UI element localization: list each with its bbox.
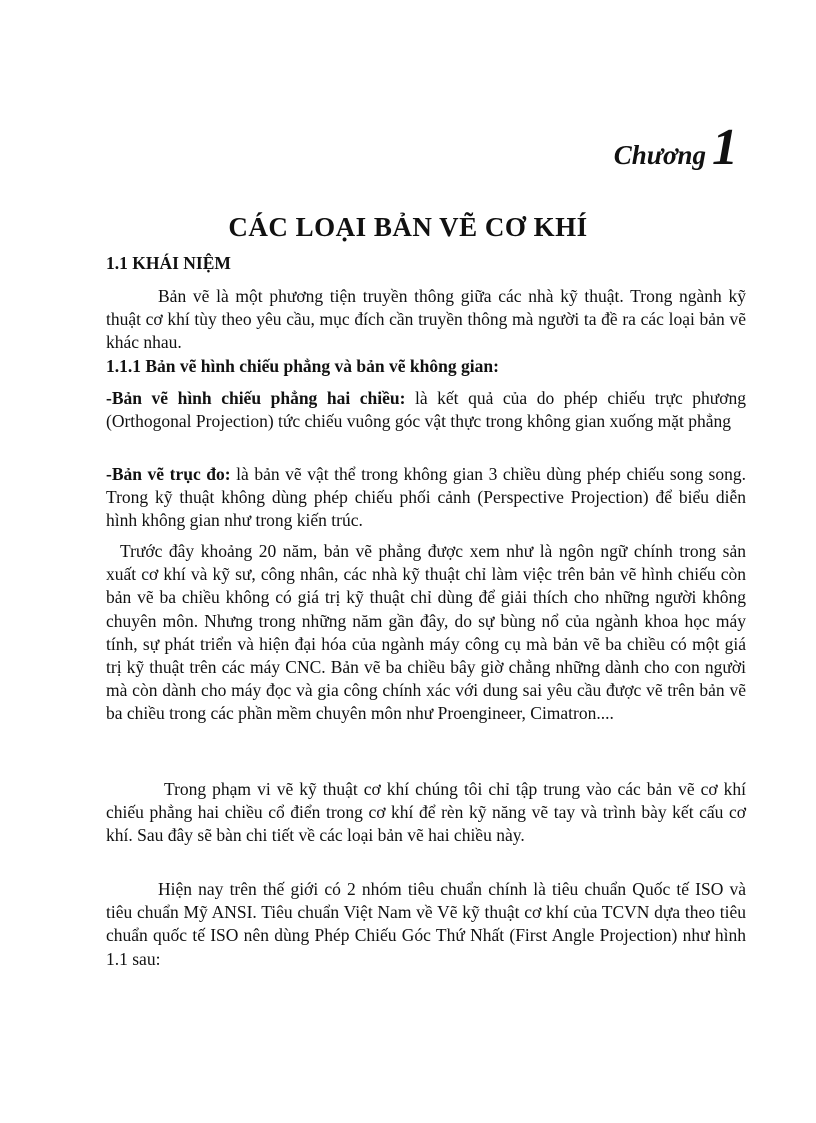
- item2-paragraph: [106, 463, 746, 533]
- chapter-number: 1: [712, 119, 738, 176]
- item1-term: -Bản vẽ hình chiếu phẳng hai chiều:: [106, 388, 406, 408]
- paragraph-history: Trước đây khoảng 20 năm, bản vẽ phẳng được xem như là ngôn ngữ chính trong sản xuất cơ khí và kỹ sư, công nhân, các nhà kỹ thuật chỉ làm việc trên bản vẽ hình chiếu còn bản vẽ ba chiều không có giá trị kỹ thuật chỉ dùng để giải thích cho những người không chuyên môn. Nhưng trong những năm gần đây, do sự bùng nổ của ngành khoa học máy tính, sự phát triển và hiện đại hóa của ngành máy công cụ mà bản vẽ ba chiều có một giá trị kỹ thuật trên các máy CNC. Bản vẽ ba chiều bây giờ chẳng những dành cho con người mà còn dành cho máy đọc và gia công chính xác với dung sai yêu cầu được vẽ trên bản vẽ ba chiều trong các phần mềm chuyên môn như Proengineer, Cimatron....: [106, 541, 746, 724]
- intro-block: [106, 285, 746, 355]
- item2-term: -Bản vẽ trục đo:: [106, 464, 231, 484]
- item1-block: [106, 387, 746, 433]
- intro-paragraph: Bản vẽ là một phương tiện truyền thông giữa các nhà kỹ thuật. Trong ngành kỹ thuật cơ khí tùy theo yêu cầu, mục đích cần truyền thông mà người ta đề ra các loại bản vẽ khác nhau.: [106, 286, 746, 353]
- item1-paragraph: [106, 387, 746, 433]
- paragraph-scope: Trong phạm vi vẽ kỹ thuật cơ khí chúng tôi chỉ tập trung vào các bản vẽ cơ khí chiếu phẳng hai chiều cổ điển trong cơ khí để rèn kỹ năng vẽ tay và trình bày kết cấu cơ khí. Sau đây sẽ bàn chi tiết về các loại bản vẽ hai chiều này.: [106, 779, 746, 846]
- para1-block: [106, 540, 746, 726]
- chapter-title: CÁC LOẠI BẢN VẼ CƠ KHÍ: [228, 212, 588, 242]
- item1-text: là kết quả của do phép chiếu trực phương (Orthogonal Projection) tức chiếu vuông góc vật thực trong không gian xuống mặt phẳng: [106, 388, 747, 432]
- para3-block: [106, 878, 746, 971]
- item2-text: là bản vẽ vật thể trong không gian 3 chiều dùng phép chiếu song song. Trong kỹ thuật không dùng phép chiếu phối cảnh (Perspective Projection) để biểu diễn hình không gian như trong kiến trúc.: [106, 464, 746, 531]
- section-heading-1-1: 1.1 KHÁI NIỆM: [106, 253, 231, 273]
- paragraph-standards: Hiện nay trên thế giới có 2 nhóm tiêu chuẩn chính là tiêu chuẩn Quốc tế ISO và tiêu chuẩn Mỹ ANSI. Tiêu chuẩn Việt Nam về Vẽ kỹ thuật cơ khí của TCVN dựa theo tiêu chuẩn quốc tế ISO nên dùng Phép Chiếu Góc Thứ Nhất (First Angle Projection) như hình 1.1 sau:: [106, 879, 746, 969]
- para2-block: [106, 778, 746, 848]
- section-heading-1-1-1: 1.1.1 Bản vẽ hình chiếu phẳng và bản vẽ không gian:: [106, 356, 499, 376]
- chapter-heading: [613, 119, 738, 176]
- chapter-word: Chương: [613, 140, 706, 170]
- item2-block: [106, 463, 746, 533]
